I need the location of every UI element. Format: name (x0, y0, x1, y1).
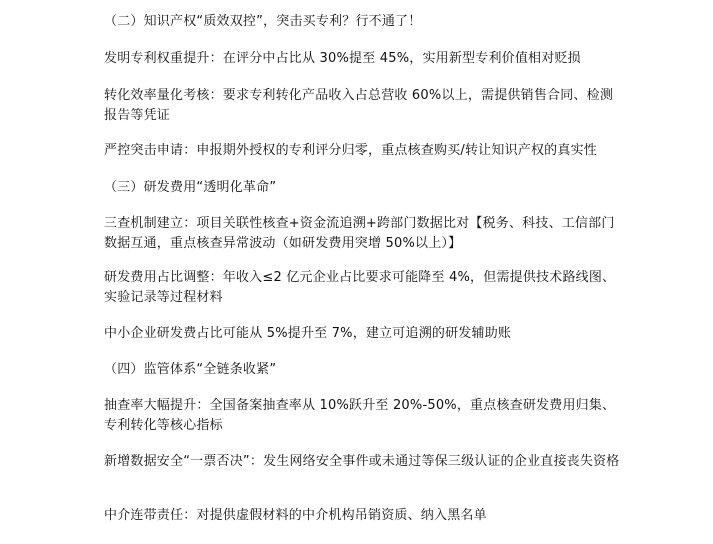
section-heading-ip: （二）知识产权“质效双控”，突击买专利？行不通了！ (104, 14, 422, 29)
paragraph-conversion-assessment: 转化效率量化考核：要求专利转化产品收入占总营收 60%以上，需提供销售合同、检测报告等凭证 (104, 88, 614, 123)
paragraph-data-security: 新增数据安全“一票否决”：发生网络安全事件或未通过等保三级认证的企业直接丧失资格 (104, 454, 620, 469)
paragraph-sme-ratio: 中小企业研发费占比可能从 5%提升至 7%，建立可追溯的研发辅助账 (104, 326, 512, 341)
paragraph-rd-ratio-adjust: 研发费用占比调整：年收入≤2 亿元企业占比要求可能降至 4%，但需提供技术路线图、实验记录等过程材料 (104, 270, 616, 305)
section-heading-supervision: （四）监管体系“全链条收紧” (104, 362, 277, 377)
paragraph-three-checks: 三查机制建立：项目关联性核查+资金流追溯+跨部门数据比对【税务、科技、工信部门数据互通，重点核查异常波动（如研发费用突增 50%以上）】 (104, 216, 615, 251)
paragraph-agency-liability: 中介连带责任：对提供虚假材料的中介机构吊销资质、纳入黑名单 (104, 508, 487, 523)
paragraph-inspection-rate: 抽查率大幅提升：全国备案抽查率从 10%跃升至 20%-50%，重点核查研发费用归集、专利转化等核心指标 (104, 398, 616, 433)
paragraph-sudden-application: 严控突击申请：申报期外授权的专利评分归零，重点核查购买/转让知识产权的真实性 (104, 143, 597, 158)
section-heading-rd: （三）研发费用“透明化革命” (104, 180, 277, 195)
paragraph-invention-weight: 发明专利权重提升：在评分中占比从 30%提至 45%，实用新型专利价值相对贬损 (104, 51, 581, 66)
